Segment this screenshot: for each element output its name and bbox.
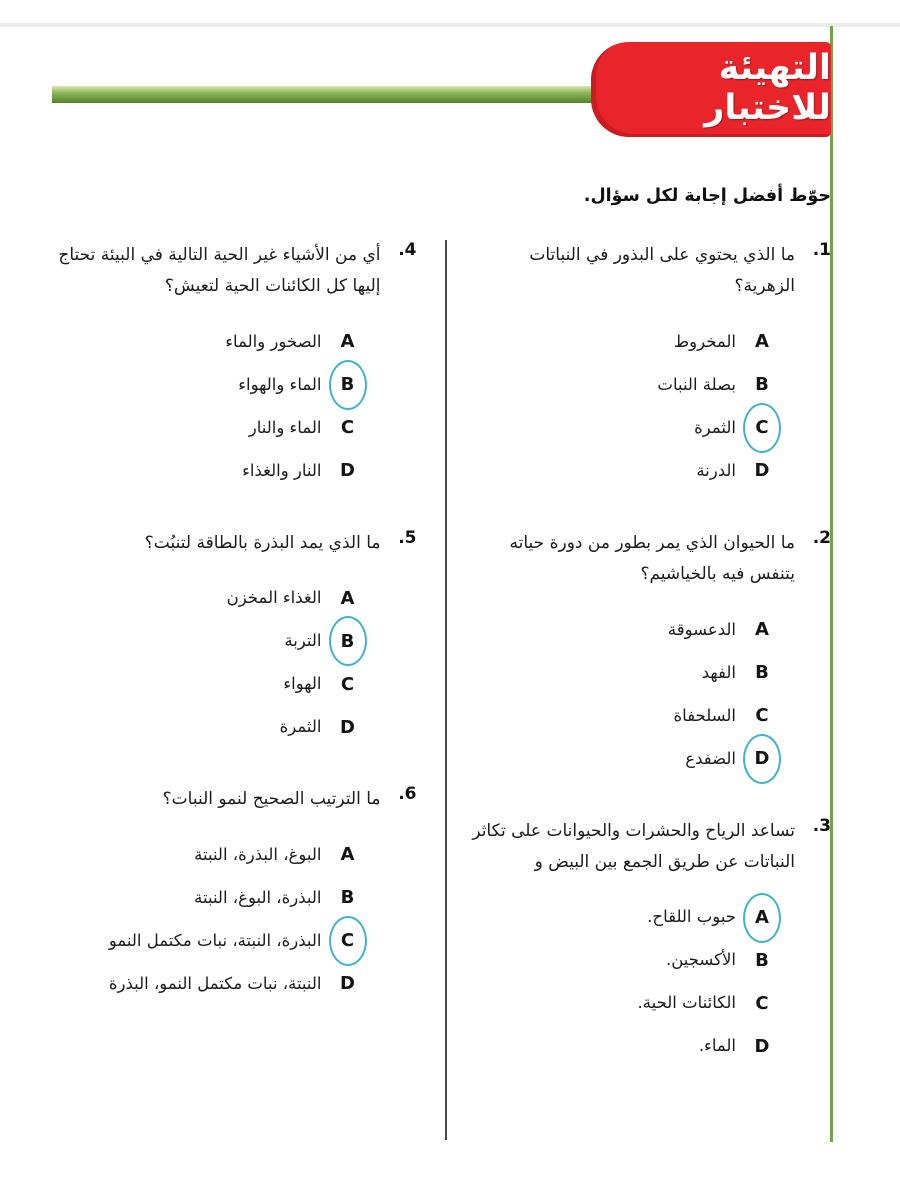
option-row xyxy=(58,327,361,357)
option-letter-circled: A xyxy=(749,907,775,928)
option-letter: B xyxy=(755,374,769,396)
question-5-head xyxy=(58,528,417,559)
page-content xyxy=(58,186,831,1140)
option-row xyxy=(467,903,776,933)
option-row xyxy=(58,413,361,443)
question-4-options xyxy=(58,327,417,486)
page-title: التهيئة للاختبار xyxy=(704,47,831,128)
question-3-head xyxy=(467,816,832,879)
column-left xyxy=(58,240,445,1140)
option-letter-circled: C xyxy=(335,930,361,951)
option-letter: B xyxy=(340,887,355,909)
question-text: ما الذي يمد البذرة بالطاقة لتنبُت؟ xyxy=(144,532,381,553)
option-letter: A xyxy=(340,587,355,609)
option-letter: A xyxy=(755,331,769,353)
option-row xyxy=(58,969,361,999)
question-text: ما الذي يحتوي على البذور في النباتات الزهرية؟ xyxy=(529,245,795,297)
option-text: الدرنة xyxy=(696,460,736,480)
option-letter: A xyxy=(340,331,355,353)
option-text: الدعسوقة xyxy=(667,619,736,639)
question-3-options xyxy=(467,903,832,1062)
option-text: البوغ، البذرة، النبتة xyxy=(194,844,322,864)
question-6 xyxy=(58,784,417,998)
option-letter-circled: D xyxy=(749,748,775,769)
question-number: 4. xyxy=(398,240,417,260)
option-row xyxy=(58,840,361,870)
option-row xyxy=(58,370,361,400)
option-letter: C xyxy=(755,705,769,727)
option-letter: B xyxy=(755,950,769,972)
option-letter: D xyxy=(340,973,355,995)
question-1-options xyxy=(467,327,832,486)
option-row xyxy=(58,926,361,956)
option-text: الضفدع xyxy=(685,748,736,768)
question-text: ما الحيوان الذي يمر بطور من دورة حياته يتنفس فيه بالخياشيم؟ xyxy=(509,532,795,585)
option-text: الماء والنار xyxy=(248,417,322,437)
question-3 xyxy=(467,816,832,1062)
option-text: السلحفاة xyxy=(673,705,736,725)
option-text: الماء. xyxy=(698,1036,736,1056)
option-row xyxy=(467,989,776,1019)
question-5 xyxy=(58,528,417,742)
option-letter-circled: B xyxy=(335,631,361,652)
question-number: 3. xyxy=(812,815,831,836)
option-text: حبوب اللقاح. xyxy=(647,907,736,927)
question-2-head xyxy=(467,528,832,591)
question-number: 6. xyxy=(398,784,417,805)
option-text: الغذاء المخزن xyxy=(226,588,322,608)
option-text: البذرة، النبتة، نبات مكتمل النمو xyxy=(108,930,322,950)
option-row xyxy=(58,883,361,913)
option-row xyxy=(467,327,776,357)
option-row xyxy=(467,413,776,443)
question-text: ما الترتيب الصحيح لنمو النبات؟ xyxy=(162,789,381,810)
option-letter-circled: B xyxy=(335,374,361,395)
option-text: الصخور والماء xyxy=(225,331,322,351)
option-text: الأكسجين. xyxy=(665,950,736,970)
option-letter-circled: C xyxy=(749,417,775,438)
question-1 xyxy=(467,240,832,486)
option-text: الثمرة xyxy=(279,717,322,737)
option-text: بصلة النبات xyxy=(657,374,736,394)
option-row xyxy=(467,370,776,400)
option-row xyxy=(58,583,361,613)
option-letter: A xyxy=(340,844,355,866)
question-text: أي من الأشياء غير الحية التالية في البيئة تحتاج إليها كل الكائنات الحية لتعيش؟ xyxy=(58,245,381,297)
option-text: المخروط xyxy=(673,331,736,351)
option-letter: C xyxy=(755,993,769,1015)
option-row xyxy=(467,744,776,774)
option-text: النبتة، نبات مكتمل النمو، البذرة xyxy=(108,973,322,993)
column-right xyxy=(445,240,832,1140)
option-row xyxy=(467,946,776,976)
option-text: الهواء xyxy=(283,674,322,694)
option-row xyxy=(58,626,361,656)
option-row xyxy=(467,701,776,731)
section-banner xyxy=(591,42,831,137)
question-2 xyxy=(467,528,832,774)
question-6-options xyxy=(58,840,417,999)
option-text: الكائنات الحية. xyxy=(637,993,736,1013)
question-number: 2. xyxy=(812,527,831,548)
option-text: النار والغذاء xyxy=(242,460,322,480)
question-5-options xyxy=(58,583,417,742)
option-text: التربة xyxy=(284,631,322,651)
option-row xyxy=(467,456,776,486)
option-row xyxy=(467,615,776,645)
question-6-head xyxy=(58,784,417,815)
option-text: البذرة، البوغ، النبتة xyxy=(194,887,322,907)
question-columns xyxy=(58,240,831,1140)
option-letter: B xyxy=(755,662,769,684)
option-row xyxy=(58,712,361,742)
question-number: 5. xyxy=(398,527,417,548)
header-green-rule xyxy=(52,86,604,103)
option-row xyxy=(58,456,361,486)
question-2-options xyxy=(467,615,832,774)
option-row xyxy=(467,1032,776,1062)
option-text: الفهد xyxy=(701,662,736,682)
question-4 xyxy=(58,240,417,486)
option-text: الماء والهواء xyxy=(238,374,322,394)
option-letter: A xyxy=(755,619,769,641)
option-row xyxy=(467,658,776,688)
instruction-text: حوّط أفضل إجابة لكل سؤال. xyxy=(583,186,831,206)
question-number: 1. xyxy=(812,240,831,260)
option-letter: D xyxy=(340,716,355,738)
question-1-head xyxy=(467,240,832,303)
option-row xyxy=(58,669,361,699)
question-text: تساعد الرياح والحشرات والحيوانات على تكاثر النباتات عن طريق الجمع بين البيض و xyxy=(472,820,795,873)
option-letter: D xyxy=(754,460,770,482)
option-letter: D xyxy=(340,460,355,482)
option-letter: D xyxy=(754,1036,770,1058)
option-letter: C xyxy=(340,417,355,439)
option-text: الثمرة xyxy=(694,417,736,437)
question-4-head xyxy=(58,240,417,303)
option-letter: C xyxy=(340,673,355,695)
page-top-edge xyxy=(0,23,900,27)
